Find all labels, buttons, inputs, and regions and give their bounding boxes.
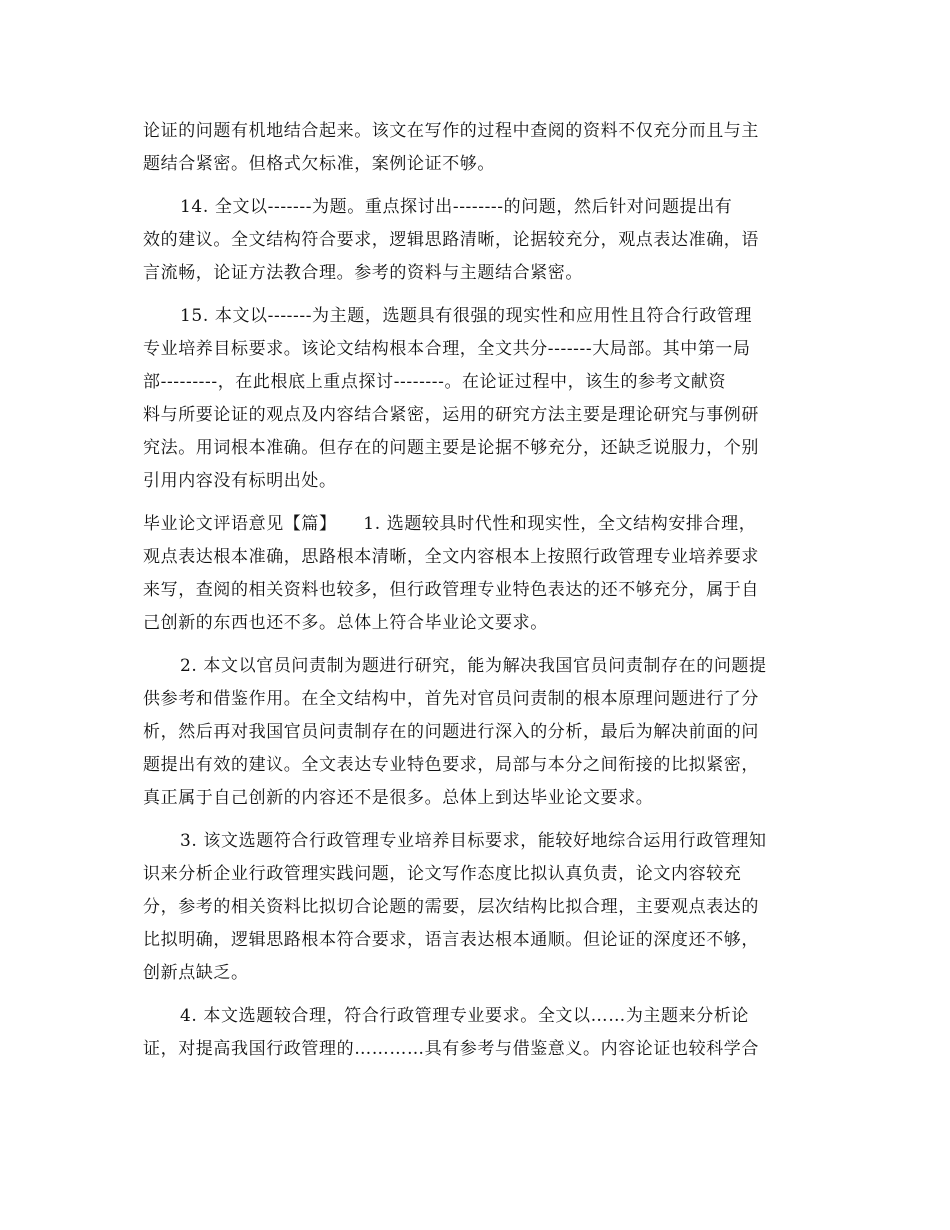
text-line: 析，然后再对我国官员问责制存在的问题进行深入的分析，最后为解决前面的问 [143,722,759,742]
text-line: 效的建议。全文结构符合要求，逻辑思路清晰，论据较充分，观点表达准确，语 [143,230,759,250]
text-line: 供参考和借鉴作用。在全文结构中，首先对官员问责制的根本原理问题进行了分 [143,689,759,709]
paragraph-3-line: 3. 该文选题符合行政管理专业培养目标要求，能较好地综合运用行政管理知 [180,831,767,851]
text-line: 观点表达根本准确，思路根本清晰，全文内容根本上按照行政管理专业培养要求 [143,547,759,567]
text-line: 题结合紧密。但格式欠标准，案例论证不够。 [143,154,495,174]
text-line: 识来分析企业行政管理实践问题，论文写作态度比拟认真负责，论文内容较充 [143,864,742,884]
paragraph-14-line: 14. 全文以-------为题。重点探讨出--------的问题，然后针对问题提出有 [180,197,733,217]
text-line: 引用内容没有标明出处。 [143,471,337,491]
text-line: 言流畅，论证方法教合理。参考的资料与主题结合紧密。 [143,263,583,283]
text-line: 专业培养目标要求。该论文结构根本合理，全文共分-------大局部。其中第一局 [143,339,751,359]
paragraph-4-line: 4. 本文选题较合理，符合行政管理专业要求。全文以……为主题来分析论 [180,1006,750,1026]
text-line: 证，对提高我国行政管理的…………具有参考与借鉴意义。内容论证也较科学合 [143,1039,759,1059]
paragraph-2-line: 2. 本文以官员问责制为题进行研究，能为解决我国官员问责制存在的问题提 [180,656,767,676]
text-line: 料与所要论证的观点及内容结合紧密，运用的研究方法主要是理论研究与事例研 [143,405,759,425]
text-line: 来写，查阅的相关资料也较多，但行政管理专业特色表达的还不够充分，属于自 [143,580,759,600]
paragraph-15-line: 15. 本文以-------为主题，选题具有很强的现实性和应用性且符合行政管理 [180,306,753,326]
text-line: 比拟明确，逻辑思路根本符合要求，语言表达根本通顺。但论证的深度还不够， [143,930,759,950]
section-heading-line: 毕业论文评语意见【篇】 1. 选题较具时代性和现实性，全文结构安排合理， [143,514,757,534]
text-line: 论证的问题有机地结合起来。该文在写作的过程中查阅的资料不仅充分而且与主 [143,121,759,141]
text-line: 分，参考的相关资料比拟切合论题的需要，层次结构比拟合理，主要观点表达的 [143,897,759,917]
text-line: 究法。用词根本准确。但存在的问题主要是论据不够充分，还缺乏说服力，个别 [143,438,759,458]
text-line: 部---------，在此根底上重点探讨--------。在论证过程中，该生的参考文献资 [143,372,727,392]
text-line: 创新点缺乏。 [143,963,249,983]
text-line: 题提出有效的建议。全文表达专业特色要求，局部与本分之间衔接的比拟紧密， [143,755,759,775]
text-line: 己创新的东西也还不多。总体上符合毕业论文要求。 [143,613,548,633]
text-line: 真正属于自己创新的内容还不是很多。总体上到达毕业论文要求。 [143,788,654,808]
